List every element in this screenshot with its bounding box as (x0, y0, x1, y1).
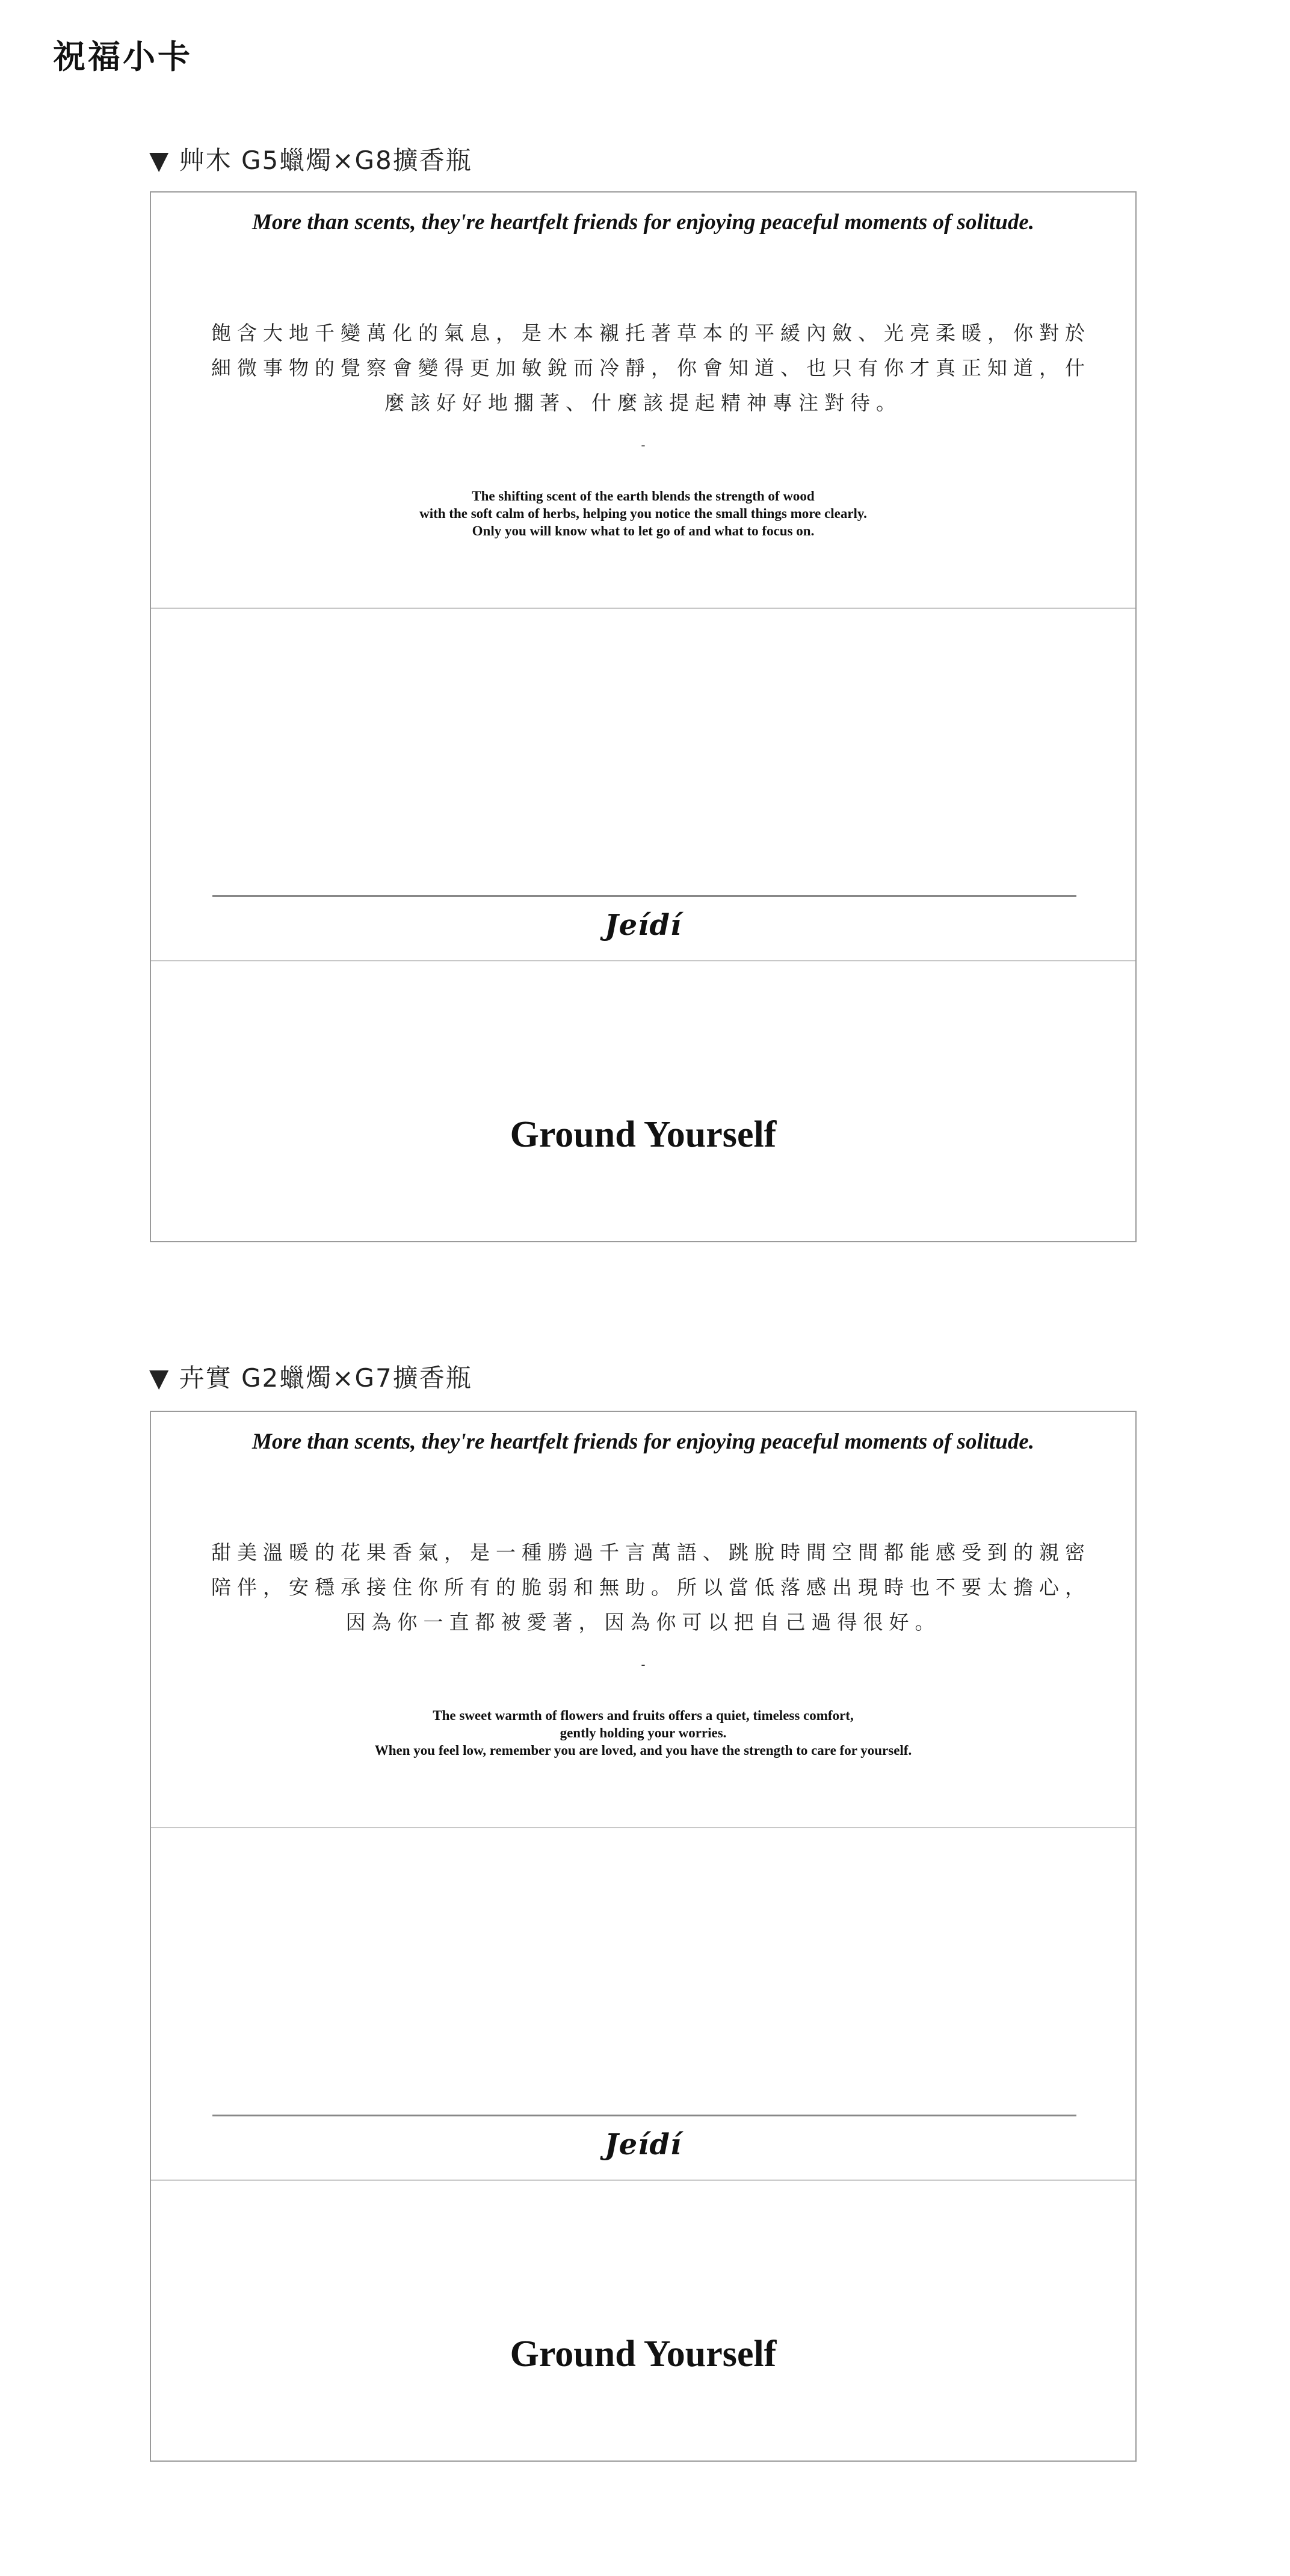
english-line: The sweet warmth of flowers and fruits offers a quiet, timeless comfort, (433, 1708, 854, 1723)
message-divider: - (641, 438, 646, 452)
page-title: 祝福小卡 (53, 38, 193, 76)
chinese-line: 飽含大地千變萬化的氣息，是木本襯托著草本的平緩內斂、光亮柔暖，你對於 (211, 321, 1091, 345)
chinese-line: 麼該好好地擱著、什麼該提起精神專注對待。 (384, 391, 902, 414)
card-english-message (151, 487, 1135, 540)
card-cover-panel (151, 2180, 1135, 2460)
card-chinese-message (211, 1535, 1091, 1640)
card-tagline: More than scents, they're heartfelt friends for enjoying peaceful moments of solitude. (252, 1429, 1035, 1454)
signature-line (212, 895, 1076, 897)
message-divider: - (641, 1657, 646, 1672)
section-heading-2: ▼ 卉實 G2蠟燭×G7擴香瓶 (149, 1363, 472, 1393)
card-message-panel (151, 193, 1135, 609)
english-line: The shifting scent of the earth blends the strength of wood (472, 488, 815, 504)
brand-logo: Jeídí (604, 2128, 682, 2162)
signature-line (212, 2115, 1076, 2116)
card-english-message (151, 1707, 1135, 1759)
card-chinese-message (211, 316, 1091, 421)
chinese-line: 陪伴，安穩承接住你所有的脆弱和無助。所以當低落感出現時也不要太擔心， (211, 1576, 1091, 1599)
card-message-panel (151, 1412, 1135, 1828)
card-1 (150, 191, 1137, 1242)
card-tagline: More than scents, they're heartfelt friends for enjoying peaceful moments of solitude. (252, 210, 1035, 235)
english-line: with the soft calm of herbs, helping you notice the small things more clearly. (419, 506, 867, 521)
card-2 (150, 1411, 1137, 2462)
chinese-line: 甜美溫暖的花果香氣，是一種勝過千言萬語、跳脫時間空間都能感受到的親密 (211, 1541, 1091, 1564)
chinese-line: 細微事物的覺察會變得更加敏銳而冷靜，你會知道、也只有你才真正知道，什 (211, 356, 1091, 380)
chinese-line: 因為你一直都被愛著，因為你可以把自己過得很好。 (345, 1610, 941, 1634)
brand-logo: Jeídí (604, 908, 682, 942)
card-headline: Ground Yourself (510, 2334, 777, 2374)
english-line: Only you will know what to let go of and what to focus on. (472, 523, 815, 538)
card-signature-panel (151, 608, 1135, 961)
english-line: When you feel low, remember you are loved, and you have the strength to care for yourself. (374, 1743, 912, 1758)
english-line: gently holding your worries. (560, 1725, 727, 1740)
card-signature-panel (151, 1827, 1135, 2181)
card-headline: Ground Yourself (510, 1114, 777, 1155)
card-cover-panel (151, 960, 1135, 1241)
section-heading-1: ▼ 艸木 G5蠟燭×G8擴香瓶 (149, 146, 472, 175)
